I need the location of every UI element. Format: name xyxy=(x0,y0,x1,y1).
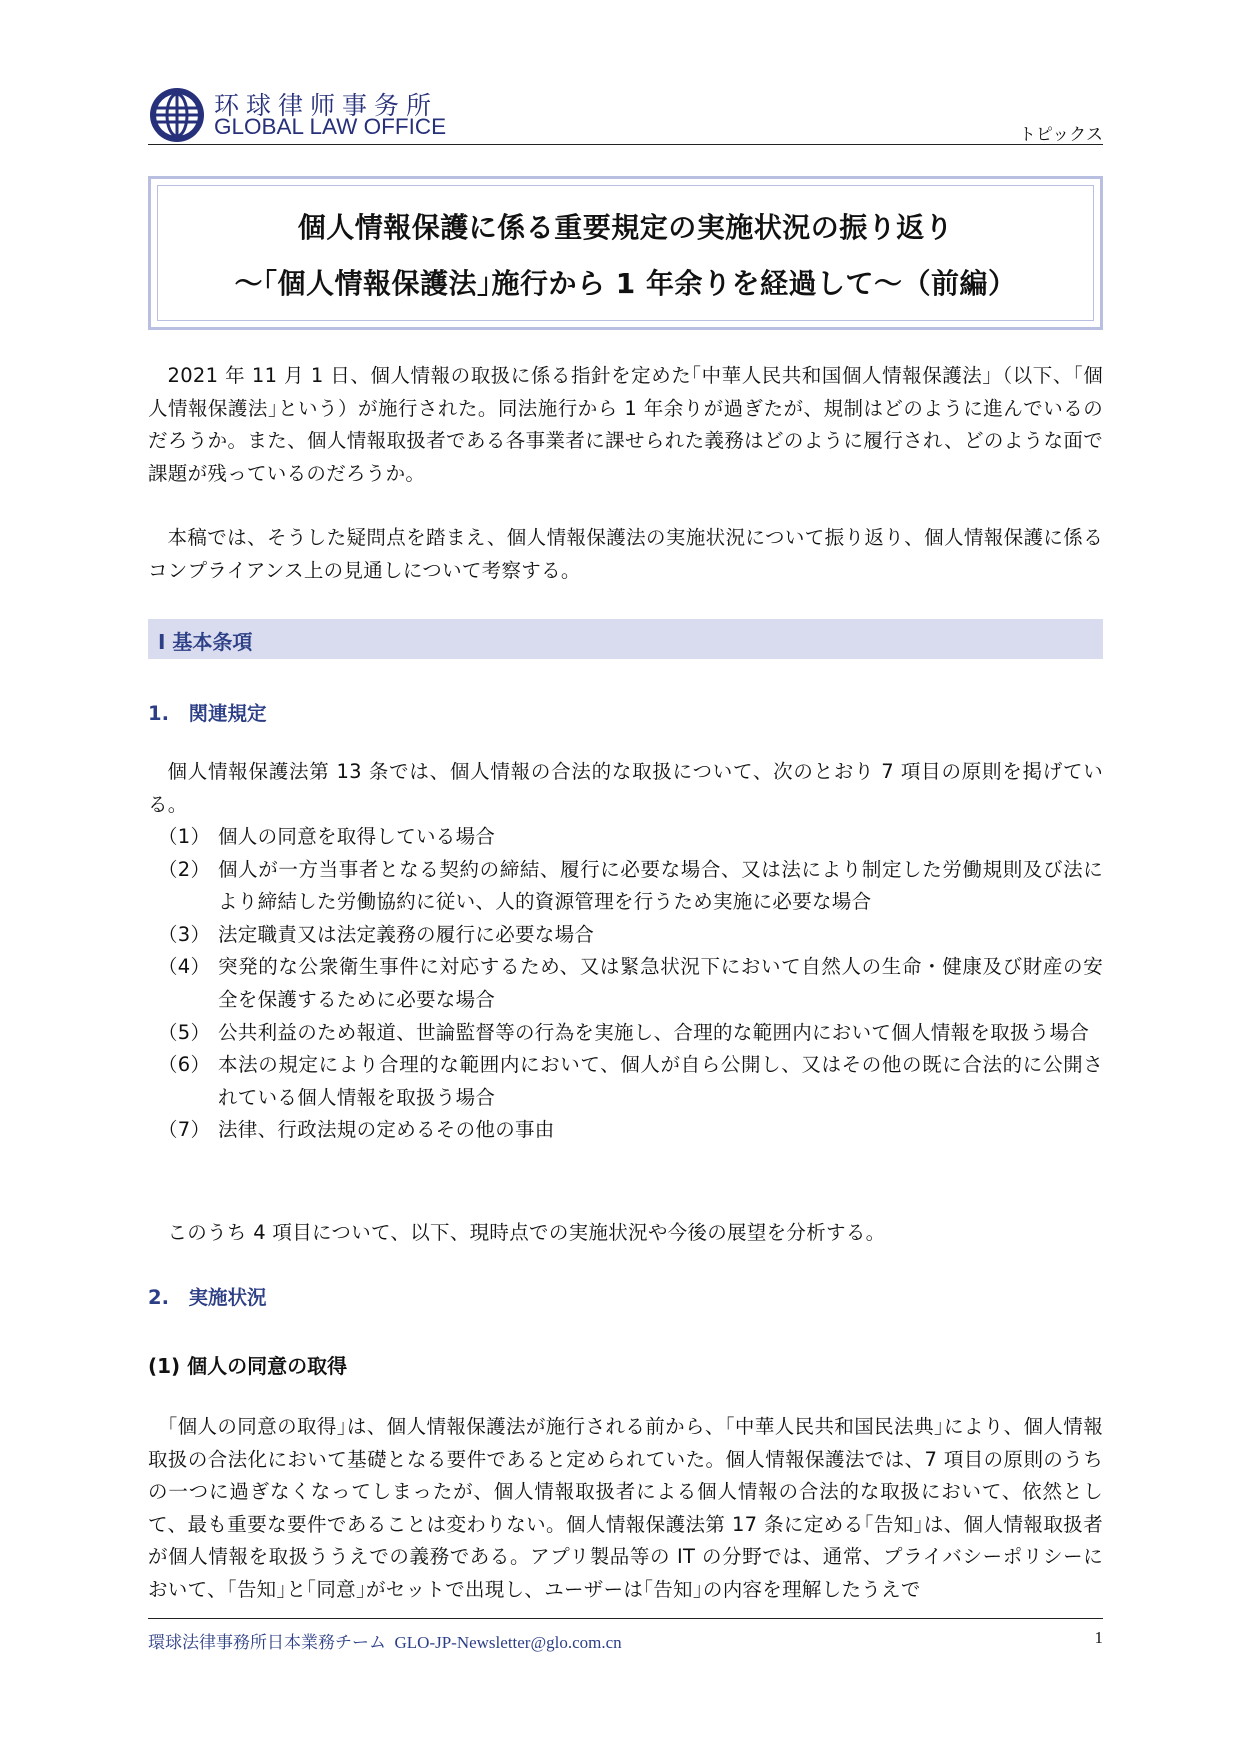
list-item-text: 突発的な公衆衛生事件に対応するため、又は緊急状況下において自然人の生命・健康及び財産の安全を保護するために必要な場合 xyxy=(218,955,1103,1011)
list-item-text: 法定職責又は法定義務の履行に必要な場合 xyxy=(218,922,595,946)
list-item xyxy=(158,1049,1103,1114)
subsubsection-heading-consent: (1) 個人の同意の取得 xyxy=(148,1354,348,1378)
list-item xyxy=(158,854,1103,919)
subsection-intro-text: 個人情報保護法第 13 条では、個人情報の合法的な取扱について、次のとおり 7 項目の原則を掲げている。 xyxy=(148,760,1103,816)
intro-paragraph-1: 2021 年 11 月 1 日、個人情報の取扱に係る指針を定めた｢中華人民共和国個人情報保護法｣（以下、｢個人情報保護法｣という）が施行された。同法施行から 1 年余りが過ぎたが、規制はどのように進んでいるのだろうか。また、個人情報取扱者である各事業者に課せられた義務はどのように履行され、どのような面で課題が残っているのだろうか。 xyxy=(148,364,1103,485)
list-item-number: （6） xyxy=(158,1053,211,1077)
list-item-number: （5） xyxy=(158,1020,211,1044)
footer-divider xyxy=(148,1618,1103,1619)
header-divider xyxy=(148,144,1103,145)
list-item-text: 本法の規定により合理的な範囲内において、個人が自ら公開し、又はその他の既に合法的に公開されている個人情報を取扱う場合 xyxy=(218,1053,1103,1109)
list-item xyxy=(158,951,1103,1016)
principles-list xyxy=(158,821,1103,1147)
list-item xyxy=(158,1017,1103,1050)
section-header-bar xyxy=(148,619,1103,659)
analysis-intro-text: このうち 4 項目について、以下、現時点での実施状況や今後の展望を分析する。 xyxy=(167,1221,886,1244)
globe-logo-icon xyxy=(148,86,206,144)
footer-credit xyxy=(148,1628,622,1653)
list-item-number: （4） xyxy=(158,955,211,979)
brand-name-english: GLOBAL LAW OFFICE xyxy=(214,114,447,139)
intro-paragraph-2: 本稿では、そうした疑問点を踏まえ、個人情報保護法の実施状況について振り返り、個人情報保護に係るコンプライアンス上の見通しについて考察する。 xyxy=(148,526,1103,582)
page-title: 個人情報保護に係る重要規定の実施状況の振り返り xyxy=(297,211,954,244)
section-heading: I 基本条項 xyxy=(158,630,253,654)
list-item xyxy=(158,1114,1103,1147)
footer-team-name: 環球法律事務所日本業務チーム xyxy=(148,1633,386,1653)
consent-paragraph: ｢個人の同意の取得｣は、個人情報保護法が施行される前から、｢中華人民共和国民法典｣により、個人情報取扱の合法化において基礎となる要件であると定められていた。個人情報保護法では、7 項目の原則のうちの一つに過ぎなくなってしまったが、個人情報取扱者による個人情報の合法的な取扱において、依然として、最も重要な要件であることは変わりない。個人情報保護法第 17 条に定める｢告知｣は、個人情報取扱者が個人情報を取扱ううえでの義務である。アプリ製品等の IT の分野では、通常、プライバシーポリシーにおいて、｢告知｣と｢同意｣がセットで出現し、ユーザーは｢告知｣の内容を理解したうえで xyxy=(148,1415,1103,1601)
footer-email-link[interactable]: GLO-JP-Newsletter@glo.com.cn xyxy=(394,1633,622,1652)
list-item-text: 個人が一方当事者となる契約の締結、履行に必要な場合、又は法により制定した労働規則及び法により締結した労働協約に従い、人的資源管理を行うため実施に必要な場合 xyxy=(218,857,1103,914)
page-number: 1 xyxy=(1094,1628,1103,1647)
subsection-heading-implementation: 2. 実施状況 xyxy=(148,1286,267,1309)
title-box xyxy=(148,176,1103,330)
list-item xyxy=(158,821,1103,854)
brand-name-chinese: 环球律师事务所 xyxy=(214,91,439,120)
list-item-text: 法律、行政法規の定めるその他の事由 xyxy=(218,1118,555,1142)
page-subtitle: ～｢個人情報保護法｣施行から 1 年余りを経過して～（前編） xyxy=(234,267,1017,300)
list-item-number: （7） xyxy=(158,1118,211,1142)
list-item-number: （2） xyxy=(158,857,211,881)
list-item-number: （1） xyxy=(158,825,211,848)
list-item-text: 公共利益のため報道、世論監督等の行為を実施し、合理的な範囲内において個人情報を取扱う場合 xyxy=(218,1020,1090,1044)
list-item-number: （3） xyxy=(158,922,211,946)
list-item xyxy=(158,919,1103,952)
subsection-heading-related-rules: 1. 関連規定 xyxy=(148,702,267,725)
category-label: トピックス xyxy=(1018,125,1103,145)
list-item-text: 個人の同意を取得している場合 xyxy=(218,825,496,848)
